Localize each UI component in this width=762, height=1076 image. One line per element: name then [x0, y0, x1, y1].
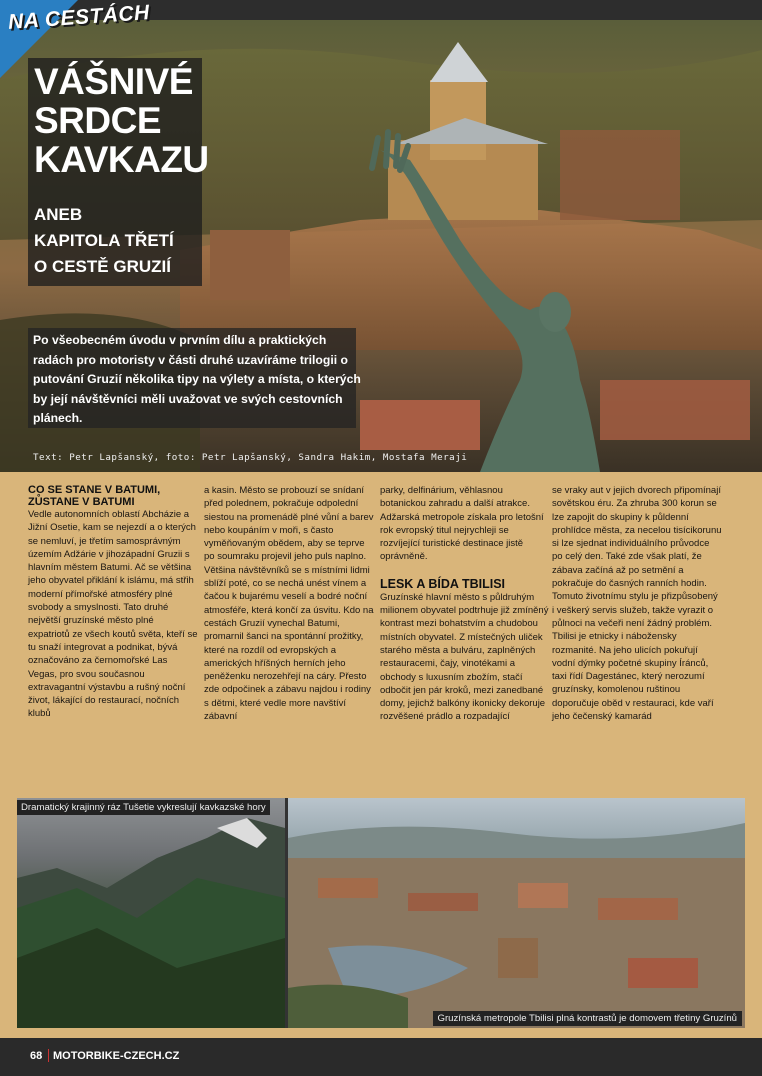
article-body [28, 484, 748, 796]
article-column-4 [552, 484, 722, 723]
footer-separator [48, 1049, 49, 1062]
section-heading-batumi: CO SE STANE V BATUMI, ZŮSTANE V BATUMI [28, 484, 161, 508]
article-subtitle [34, 202, 204, 280]
photo-caption-left: Dramatický krajinný ráz Tušetie vykreslují kavkazské hory [17, 800, 270, 815]
photo-caption-right: Gruzínská metropole Tbilisi plná kontrastů je domovem třetiny Gruzínů [433, 1011, 743, 1026]
subtitle-line-1: ANEB [34, 205, 83, 224]
paragraph: Vedle autonomních oblastí Abcházie a Jižní Osetie, kam se nejezdí a o kterých se nemluví, je třetím samosprávným územím Adžárie v jihozápadní Gruzii s hlavním městem Batumi. Ač se většina jeho obyvatel přiklání k islámu, má střih moderní přímořské atmosféry plné svobody a smyslnosti. Tato druhé největší gruzínské město plné expatriotů ze všech koutů světa, kteří se tu snaží integrovat a podnikat, bývá označováno za černomořské Las Vegas, pro svou současnou extravagantní výstavbu a rušný noční život, lákající do restaurací, nočních klubů [28, 509, 198, 720]
photo-tbilisi-panorama [288, 798, 745, 1028]
page-number: 68 [30, 1050, 43, 1062]
article-column-3 [380, 484, 550, 724]
article-column-1 [28, 484, 198, 721]
photo-tusheti-mountains [17, 798, 285, 1028]
subtitle-line-3: O CESTĚ GRUZIÍ [34, 257, 171, 276]
article-column-2 [204, 484, 374, 723]
mountains-illustration [17, 798, 285, 1028]
lead-paragraph: Po všeobecném úvodu v prvním dílu a praktických radách pro motoristy v části druhé uzavíráme trilogii o putování Gruzií několika tipy na výlety a místa, o kterých by její návštěvníci měli uvažovat ve svých cestovních plánech. [33, 333, 361, 425]
section-heading-tbilisi: LESK A BÍDA TBILISI [380, 576, 505, 591]
section-tag: NA CESTÁCH [7, 1, 151, 34]
paragraph: se vraky aut v jejich dvorech připomínají sovětskou éru. Za zhruba 300 korun se lze zapojit do skupiny k půldenní prohlídce města, za necelou tisícikorunu si lze sjednat individuálního průvodce po celý den. Také zde však platí, že zábava začíná až po setmění a pokračuje do časných ranních hodin. Tomuto životnímu stylu je přizpůsobený i veškerý servis služeb, takže vyrazit o půlnoci na večeři není žádný problém. Tbilisi je etnicky i nábožensky rozmanité. Na jeho ulicích pokuřují vodní dýmky početné skupiny Íránců, taxi řídí Dagestánec, který nerozumí gruzínsky, komolenou ruštinou doporučuje oběd v restauraci, kde vaří jeho čečenský kamarád [552, 485, 722, 723]
subtitle-line-2: KAPITOLA TŘETÍ [34, 231, 174, 250]
paragraph: a kasin. Město se probouzí se snídaní před polednem, pokračuje odpolední siestou na promenádě plné vůní a barev nebo koupáním v moři, s často vyměňovaným obědem, aby se teprve po soumraku projevil jeho puls naplno. Většina návštěvníků se s místními lidmi sblíží poté, co se nechá unést vínem a čačou k bujarému veselí a bodré noční atmosféře, která končí za úsvitu. Kdo na cestách Gruzií vynechal Batumi, promarnil šanci na spontánní prožitky, které na rozdíl od evropských a amerických hříšných herních jeho peněženku nerozehřejí na cáry. Přesto zde odpočinek a zábavu najdou i rodiny s dětmi, které vedle more navštíví zábavní [204, 485, 374, 723]
article-title: VÁŠNIVÉ SRDCE KAVKAZU [34, 61, 209, 180]
credits-line: Text: Petr Lapšanský, foto: Petr Lapšanský, Sandra Hakim, Mostafa Meraji [33, 452, 468, 463]
city-illustration [288, 798, 745, 1028]
paragraph: parky, delfinárium, věhlasnou botanickou zahradu a další atrakce. Adžarská metropole získala pro letošní rok evropský titul nejrychleji se rozvíjející turistické destinace jistě oprávněně. [380, 485, 544, 563]
photo-strip [17, 798, 745, 1028]
site-link[interactable]: MOTORBIKE-CZECH.CZ [53, 1050, 180, 1062]
paragraph: Gruzínské hlavní město s půldruhým milionem obyvatel podtrhuje již zmíněný kontrast mezi bohatstvím a chudobou místních obyvatel. Z místečných uliček starého města a bulváru, zaplněných restauracemi, čajy, vinotékami a obchody s luxusním zbožím, stačí odbočit jen pár kroků, mezi zanedbané domy, jejichž balkóny ikonicky dekoruje rozvěšené prádlo a rozpadající [380, 591, 549, 723]
